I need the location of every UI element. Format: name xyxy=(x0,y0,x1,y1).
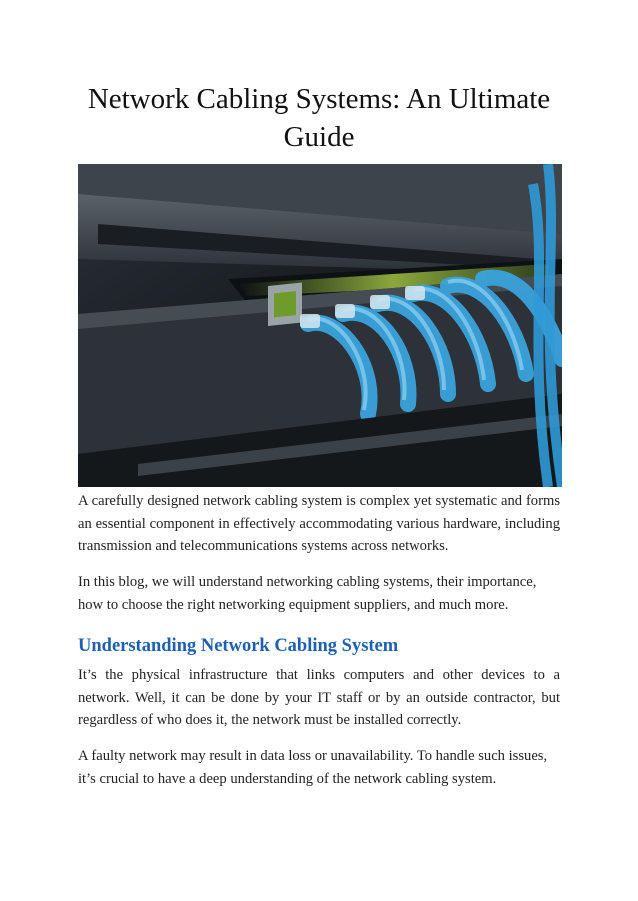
network-switch-photo xyxy=(78,164,562,487)
section-paragraph-2: A faulty network may result in data loss or unavailability. To handle such issues, it’s crucial to have a deep understanding of the network cabling system. xyxy=(78,748,548,787)
page-title: Network Cabling Systems: An Ultimate Guide xyxy=(87,83,551,153)
blog-overview-paragraph: In this blog, we will understand networking cabling systems, their importance, how to choose the right networking equipment suppliers, and much more. xyxy=(78,574,537,613)
section-heading: Understanding Network Cabling System xyxy=(78,636,399,656)
section-paragraph-1: It’s the physical infrastructure that links computers and other devices to a network. Well, it can be done by your IT staff or by an outside contractor, but regardless of who does it, the network must be installed correctly. xyxy=(78,667,560,728)
intro-paragraph: A carefully designed network cabling system is complex yet systematic and forms an essential component in effectively accommodating various hardware, including transmission and telecommunications systems across networks. xyxy=(78,493,560,554)
